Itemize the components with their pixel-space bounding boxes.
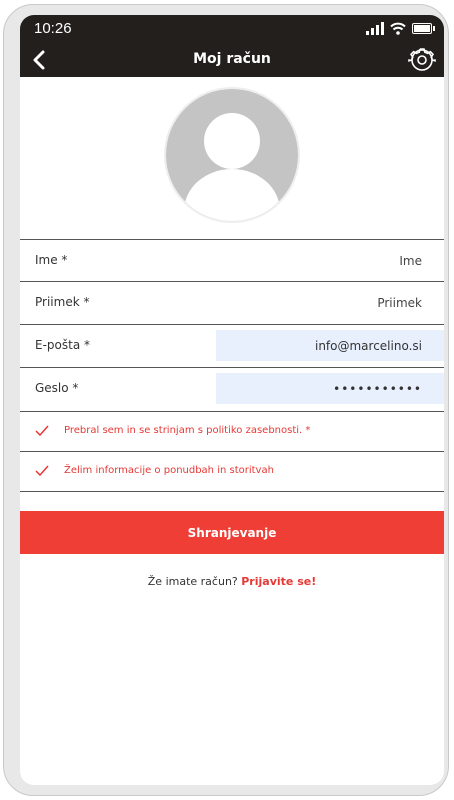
login-link[interactable]: Prijavite se!: [241, 575, 317, 588]
signal-icon: [366, 22, 384, 35]
page-title: Moj račun: [193, 51, 271, 67]
nav-bar: [20, 43, 444, 77]
privacy-consent-label: Prebral sem in se strinjam s politiko zasebnosti. *: [64, 425, 311, 436]
first-name-label: Ime *: [35, 253, 68, 267]
password-input[interactable]: [216, 373, 444, 404]
settings-button[interactable]: [408, 46, 436, 74]
first-name-input[interactable]: [216, 245, 444, 276]
login-prompt-text: Že imate račun?: [147, 575, 238, 588]
status-time: 10:26: [34, 20, 72, 37]
last-name-row: [20, 281, 444, 323]
email-row: [20, 324, 444, 366]
checkmark-icon[interactable]: [35, 425, 49, 437]
last-name-input[interactable]: [216, 287, 444, 318]
newsletter-consent-row[interactable]: [20, 451, 444, 491]
save-button[interactable]: Shranjevanje: [20, 511, 444, 554]
status-icons: [366, 22, 432, 35]
battery-icon: [412, 23, 432, 34]
user-placeholder-icon: [166, 89, 298, 221]
newsletter-consent-label: Želim informacije o ponudbah in storitvah: [64, 465, 274, 476]
password-row: [20, 367, 444, 409]
avatar[interactable]: [166, 89, 298, 221]
gear-icon: [408, 46, 436, 74]
status-bar: [20, 15, 444, 43]
wifi-icon: [390, 22, 406, 35]
email-label: E-pošta *: [35, 338, 90, 352]
privacy-consent-row[interactable]: [20, 411, 444, 451]
last-name-label: Priimek *: [35, 295, 90, 309]
divider: [20, 491, 444, 492]
first-name-row: [20, 239, 444, 281]
login-prompt: [20, 575, 444, 588]
app-screen: [20, 15, 444, 785]
checkmark-icon[interactable]: [35, 465, 49, 477]
device-frame: [3, 4, 449, 796]
email-input[interactable]: [216, 330, 444, 361]
password-label: Geslo *: [35, 381, 79, 395]
